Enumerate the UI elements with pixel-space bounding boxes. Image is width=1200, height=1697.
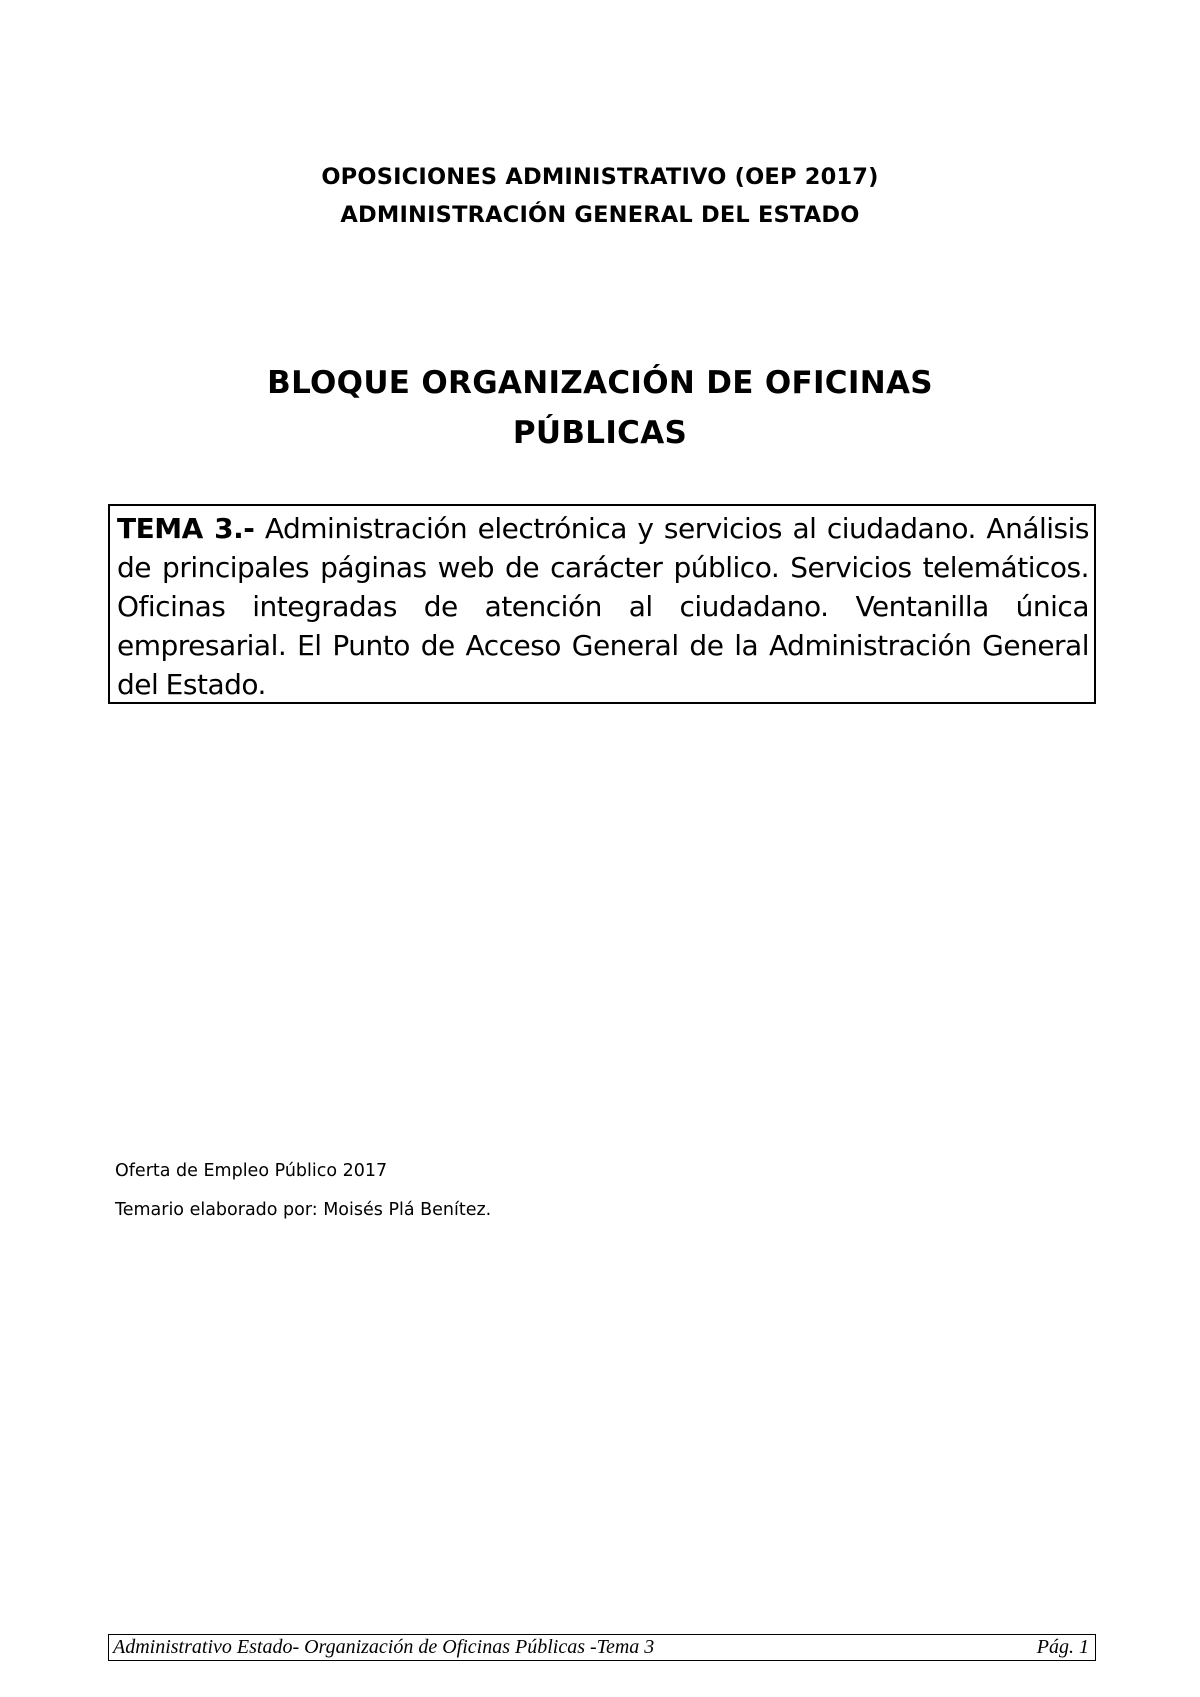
header-title-line-1: OPOSICIONES ADMINISTRATIVO (OEP 2017) bbox=[321, 164, 879, 190]
bloque-title bbox=[0, 358, 1200, 458]
tema-description: Administración electrónica y servicios al ciudadano. Análisis de principales páginas web de carácter público. Servicios telemáticos. Oficinas integradas de atención al ciudadano. Ventanilla única empresarial. El Punto de Acceso General de la Administración General del Estado. bbox=[117, 512, 1090, 701]
page-footer bbox=[108, 1634, 1096, 1661]
author-note: Temario elaborado por: Moisés Plá Benítez. bbox=[115, 1200, 492, 1220]
page-number: Pág. 1 bbox=[1036, 1636, 1089, 1658]
header-title-line-2: ADMINISTRACIÓN GENERAL DEL ESTADO bbox=[340, 202, 860, 228]
author-notes bbox=[115, 1152, 491, 1230]
bloque-title-line-2: PÚBLICAS bbox=[512, 415, 688, 451]
oferta-note: Oferta de Empleo Público 2017 bbox=[115, 1161, 388, 1181]
tema-label: TEMA 3.- bbox=[117, 512, 255, 545]
bloque-title-line-1: BLOQUE ORGANIZACIÓN DE OFICINAS bbox=[267, 365, 933, 401]
footer-title: Administrativo Estado- Organización de Oficinas Públicas -Tema 3 bbox=[113, 1636, 655, 1658]
tema-box bbox=[108, 504, 1096, 704]
document-header bbox=[0, 158, 1200, 234]
